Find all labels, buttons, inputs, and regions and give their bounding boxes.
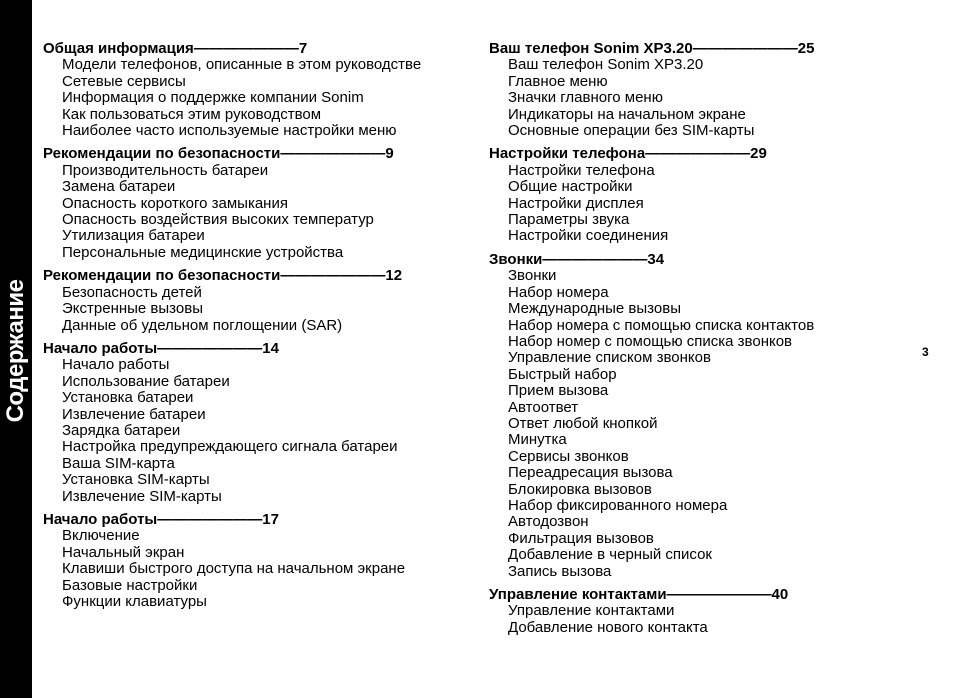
toc-page-number: 29 [750, 145, 767, 163]
toc-left-column [43, 41, 463, 617]
toc-item[interactable]: Производительность батареи [62, 161, 269, 179]
toc-item[interactable]: Настройки дисплея [508, 194, 644, 212]
toc-item[interactable]: Фильтрация вызовов [508, 529, 654, 547]
toc-item[interactable]: Безопасность детей [62, 283, 202, 301]
toc-section [43, 512, 463, 610]
toc-item[interactable]: Опасность короткого замыкания [62, 194, 288, 212]
toc-item[interactable]: Ваш телефон Sonim XP3.20 [508, 56, 704, 74]
toc-section-heading[interactable] [43, 512, 463, 528]
toc-leader-line: ——————— [157, 510, 263, 528]
toc-item-list [489, 603, 909, 636]
toc-item[interactable]: Управление контактами [508, 602, 675, 620]
toc-heading-title: Рекомендации по безопасности [43, 145, 281, 163]
toc-item[interactable]: Опасность воздействия высоких температур [62, 211, 374, 229]
toc-section-heading[interactable] [489, 41, 909, 57]
toc-item[interactable]: Основные операции без SIM-карты [508, 122, 755, 140]
toc-item[interactable]: Прием вызова [508, 382, 609, 400]
toc-right-column [489, 41, 909, 643]
toc-item-list [43, 57, 463, 139]
toc-item[interactable]: Экстренные вызовы [62, 300, 203, 318]
toc-heading-title: Рекомендации по безопасности [43, 267, 281, 285]
toc-item[interactable]: Функции клавиатуры [62, 593, 207, 610]
toc-item[interactable]: Установка батареи [62, 389, 194, 407]
toc-item[interactable]: Звонки [508, 267, 557, 285]
toc-item[interactable]: Ответ любой кнопкой [508, 414, 658, 432]
toc-item[interactable]: Автодозвон [508, 513, 589, 531]
toc-item[interactable]: Как пользоваться этим руководством [62, 105, 322, 123]
toc-item[interactable]: Общие настройки [508, 178, 633, 196]
toc-item[interactable]: Модели телефонов, описанные в этом руководстве [62, 56, 422, 74]
toc-item[interactable]: Использование батареи [62, 372, 230, 390]
toc-item[interactable]: Клавиши быстрого доступа на начальном экране [62, 560, 406, 578]
toc-item[interactable]: Включение [62, 527, 140, 545]
toc-item[interactable]: Набор номера с помощью списка контактов [508, 316, 815, 334]
toc-item[interactable]: Добавление в черный список [508, 546, 712, 564]
sidebar-title: Содержание [2, 279, 29, 423]
toc-item-list [43, 285, 463, 334]
toc-item[interactable]: Зарядка батареи [62, 421, 181, 439]
toc-page-number: 14 [262, 339, 279, 357]
toc-item[interactable]: Замена батареи [62, 178, 176, 196]
toc-item[interactable]: Утилизация батареи [62, 227, 205, 245]
toc-item[interactable]: Блокировка вызовов [508, 480, 652, 498]
toc-item[interactable]: Набор номер с помощью списка звонков [508, 332, 793, 350]
toc-section-heading[interactable] [489, 252, 909, 268]
toc-heading-title: Начало работы [43, 339, 158, 357]
toc-item[interactable]: Извлечение SIM-карты [62, 487, 222, 505]
toc-leader-line: ——————— [193, 40, 299, 57]
toc-item[interactable]: Сетевые сервисы [62, 72, 186, 90]
toc-item[interactable]: Наиболее часто используемые настройки меню [62, 122, 397, 140]
toc-section [489, 146, 909, 244]
toc-item[interactable]: Настройки соединения [508, 227, 669, 245]
toc-leader-line: ——————— [280, 145, 386, 163]
toc-page-number: 12 [385, 267, 403, 285]
toc-section [43, 341, 463, 505]
toc-item[interactable]: Минутка [508, 431, 567, 449]
toc-item[interactable]: Настройка предупреждающего сигнала батареи [62, 438, 398, 456]
toc-section-heading[interactable] [43, 341, 463, 357]
toc-leader-line: ——————— [280, 267, 386, 285]
toc-page-number: 40 [771, 586, 789, 603]
toc-item[interactable]: Данные об удельном поглощении (SAR) [62, 316, 343, 334]
toc-section [489, 41, 909, 139]
toc-item-list [43, 163, 463, 261]
toc-item[interactable]: Настройки телефона [508, 161, 655, 179]
toc-item[interactable]: Начало работы [62, 356, 170, 374]
toc-item[interactable]: Базовые настройки [62, 576, 198, 594]
toc-item[interactable]: Установка SIM-карты [62, 471, 210, 489]
toc-item[interactable]: Начальный экран [62, 543, 185, 561]
toc-heading-title: Звонки [489, 250, 543, 268]
toc-item[interactable]: Ваша SIM-карта [62, 454, 175, 472]
toc-item-list [489, 57, 909, 139]
toc-page-number: 7 [298, 40, 308, 57]
toc-section [43, 41, 463, 139]
toc-section-heading[interactable] [43, 268, 463, 284]
toc-page-number: 34 [647, 250, 665, 268]
toc-section [43, 146, 463, 261]
toc-item-list [489, 268, 909, 580]
toc-leader-line: ——————— [692, 40, 798, 57]
toc-item[interactable]: Извлечение батареи [62, 405, 206, 423]
toc-item-list [43, 357, 463, 505]
toc-heading-title: Управление контактами [489, 586, 667, 603]
toc-item[interactable]: Автоответ [508, 398, 579, 416]
toc-section-heading[interactable] [489, 146, 909, 162]
toc-item[interactable]: Сервисы звонков [508, 447, 629, 465]
toc-section [489, 252, 909, 580]
toc-item-list [43, 528, 463, 610]
toc-item[interactable]: Информация о поддержке компании Sonim [62, 89, 364, 107]
toc-section [43, 268, 463, 334]
toc-item[interactable]: Главное меню [508, 72, 608, 90]
toc-heading-title: Ваш телефон Sonim XP3.20 [489, 40, 693, 57]
toc-section-heading[interactable] [43, 146, 463, 162]
toc-section-heading[interactable] [489, 587, 909, 603]
toc-item[interactable]: Набор номера [508, 283, 609, 301]
toc-item[interactable]: Международные вызовы [508, 300, 681, 318]
toc-section [489, 587, 909, 636]
toc-heading-title: Начало работы [43, 510, 158, 528]
toc-leader-line: ——————— [666, 586, 772, 603]
toc-item[interactable]: Быстрый набор [508, 365, 617, 383]
toc-item[interactable]: Персональные медицинские устройства [62, 243, 344, 261]
toc-item[interactable]: Значки главного меню [508, 89, 663, 107]
toc-page-number: 9 [385, 145, 394, 163]
sidebar-band [0, 0, 32, 698]
toc-item[interactable]: Запись вызова [508, 562, 612, 580]
toc-leader-line: ——————— [542, 250, 648, 268]
toc-leader-line: ——————— [157, 339, 263, 357]
toc-item[interactable]: Параметры звука [508, 211, 630, 229]
toc-page-number: 25 [797, 40, 815, 57]
toc-item[interactable]: Индикаторы на начальном экране [508, 105, 746, 123]
toc-item[interactable]: Переадресация вызова [508, 464, 673, 482]
toc-item[interactable]: Управление списком звонков [508, 349, 711, 367]
toc-item-list [489, 163, 909, 245]
page-number: 3 [922, 345, 929, 359]
toc-heading-title: Общая информация [43, 40, 194, 57]
toc-item[interactable]: Добавление нового контакта [508, 618, 708, 636]
toc-section-heading[interactable] [43, 41, 463, 57]
toc-heading-title: Настройки телефона [489, 145, 646, 163]
toc-page-number: 17 [262, 510, 279, 528]
toc-leader-line: ——————— [645, 145, 751, 163]
toc-item[interactable]: Набор фиксированного номера [508, 496, 728, 514]
